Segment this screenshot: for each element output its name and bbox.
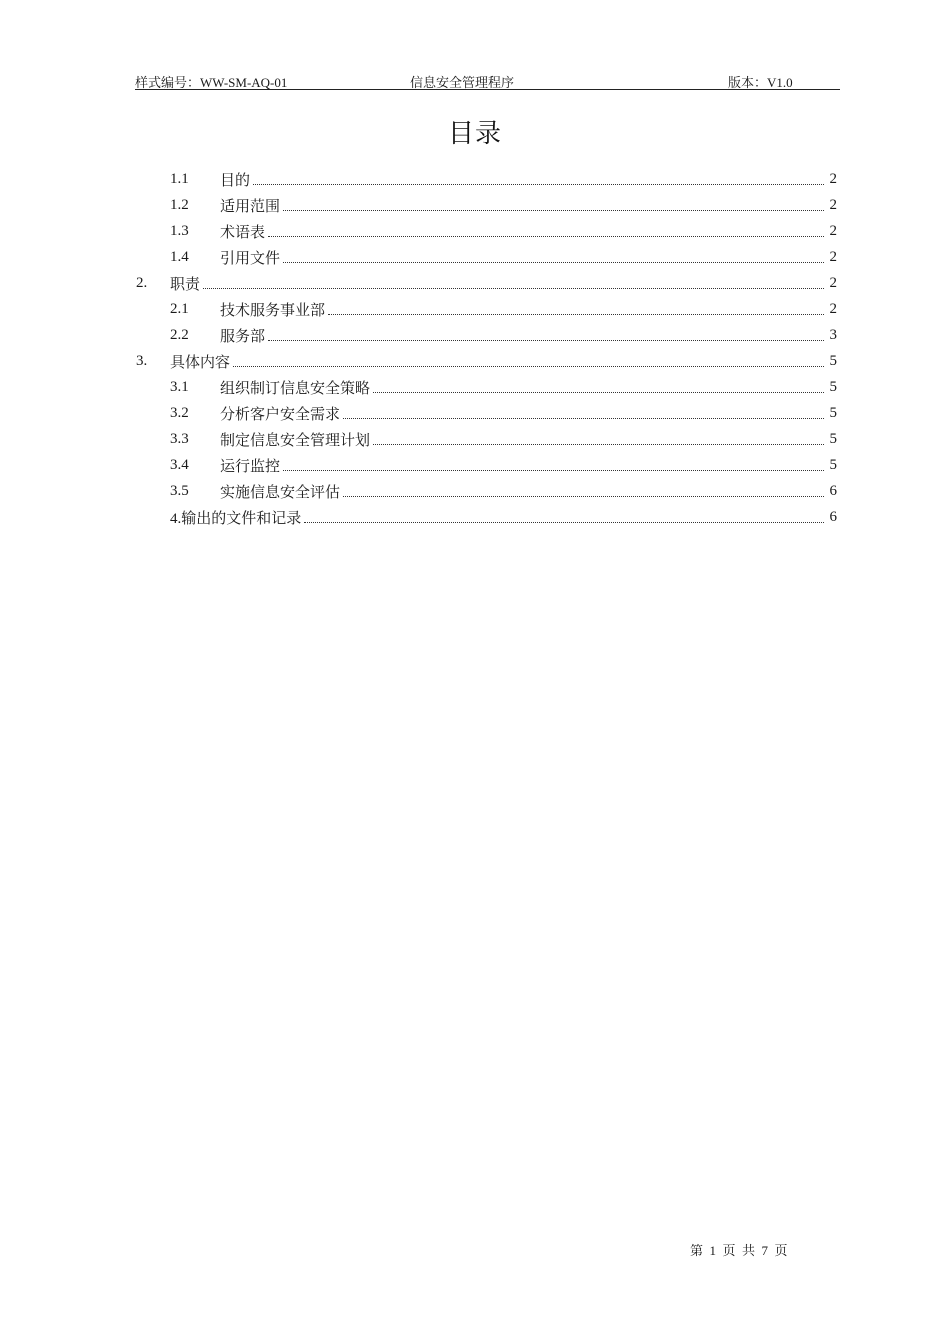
toc-entry-number: 3.2 xyxy=(170,404,189,421)
toc-dot-leader xyxy=(203,287,824,289)
toc-dot-leader xyxy=(373,391,824,393)
toc-dot-leader xyxy=(233,365,824,367)
toc-entry[interactable] xyxy=(170,322,837,348)
page-footer: 第 1 页 共 7 页 xyxy=(690,1243,788,1258)
toc-entry-number: 3.5 xyxy=(170,482,189,499)
toc-entry-page-number: 5 xyxy=(829,456,837,473)
toc-entry-number: 3.1 xyxy=(170,378,189,395)
toc-entry[interactable] xyxy=(136,270,837,296)
toc-dot-leader xyxy=(283,469,824,471)
toc-entry[interactable] xyxy=(136,348,837,374)
toc-entry-number: 1.1 xyxy=(170,170,189,187)
toc-dot-leader xyxy=(268,339,824,341)
toc-entry-number: 1.3 xyxy=(170,222,189,239)
toc-entry[interactable] xyxy=(170,504,837,530)
header-version: 版本：V1.0 xyxy=(728,75,793,90)
toc-entry-page-number: 2 xyxy=(829,196,837,213)
page-header xyxy=(135,70,840,90)
toc-entry[interactable] xyxy=(170,400,837,426)
toc-entry-label: 运行监控 xyxy=(220,458,281,475)
toc-entry-label: 职责 xyxy=(170,276,201,293)
toc-dot-leader xyxy=(328,313,824,315)
toc-dot-leader xyxy=(283,209,824,211)
toc-entry[interactable] xyxy=(170,452,837,478)
toc-entry-page-number: 2 xyxy=(829,274,837,291)
toc-entry-label: 适用范围 xyxy=(220,198,281,215)
toc-entry-label: 实施信息安全评估 xyxy=(220,484,341,501)
toc-entry-number: 3. xyxy=(136,352,148,369)
toc-entry[interactable] xyxy=(170,374,837,400)
toc-entry[interactable] xyxy=(170,166,837,192)
header-form-number: 样式编号：WW-SM-AQ-01 xyxy=(135,75,288,90)
toc-entry-label: 技术服务事业部 xyxy=(220,302,326,319)
toc-dot-leader xyxy=(304,521,824,523)
toc-entry-label: 服务部 xyxy=(220,328,266,345)
toc-entry-page-number: 3 xyxy=(829,326,837,343)
toc-entry-page-number: 6 xyxy=(829,482,837,499)
toc-entry-number: 2.1 xyxy=(170,300,189,317)
toc-entry-label: 分析客户安全需求 xyxy=(220,406,341,423)
toc-entry-label: 组织制订信息安全策略 xyxy=(220,380,371,397)
toc-dot-leader xyxy=(283,261,824,263)
toc-entry-label: 目的 xyxy=(220,172,251,189)
toc-entry-number: 2.2 xyxy=(170,326,189,343)
toc-entry-page-number: 6 xyxy=(829,508,837,525)
toc-entry[interactable] xyxy=(170,218,837,244)
page-title: 目录 xyxy=(447,119,502,149)
toc-dot-leader xyxy=(343,495,824,497)
toc-entry-label: 具体内容 xyxy=(170,354,231,371)
toc-entry-label: 4.输出的文件和记录 xyxy=(170,510,302,527)
toc-dot-leader xyxy=(343,417,824,419)
toc-entry[interactable] xyxy=(170,478,837,504)
toc-entry-page-number: 5 xyxy=(829,430,837,447)
toc-entry[interactable] xyxy=(170,296,837,322)
toc-entry[interactable] xyxy=(170,244,837,270)
toc-dot-leader xyxy=(253,183,824,185)
toc-dot-leader xyxy=(268,235,824,237)
toc-entry-label: 制定信息安全管理计划 xyxy=(220,432,371,449)
toc-entry[interactable] xyxy=(170,426,837,452)
toc-entry-page-number: 2 xyxy=(829,300,837,317)
toc-entry-page-number: 2 xyxy=(829,248,837,265)
toc-entry-label: 引用文件 xyxy=(220,250,281,267)
toc-entry-page-number: 5 xyxy=(829,378,837,395)
toc-entry-number: 1.4 xyxy=(170,248,189,265)
toc-entry-number: 3.4 xyxy=(170,456,189,473)
toc-entry-number: 2. xyxy=(136,274,148,291)
toc-entry-label: 术语表 xyxy=(220,224,266,241)
toc-dot-leader xyxy=(373,443,824,445)
toc-entry-page-number: 2 xyxy=(829,222,837,239)
toc-entry-page-number: 2 xyxy=(829,170,837,187)
toc-entry[interactable] xyxy=(170,192,837,218)
toc-entry-page-number: 5 xyxy=(829,352,837,369)
toc-entry-number: 3.3 xyxy=(170,430,189,447)
header-document-title: 信息安全管理程序 xyxy=(410,75,515,90)
toc-entry-page-number: 5 xyxy=(829,404,837,421)
toc-entry-number: 1.2 xyxy=(170,196,189,213)
